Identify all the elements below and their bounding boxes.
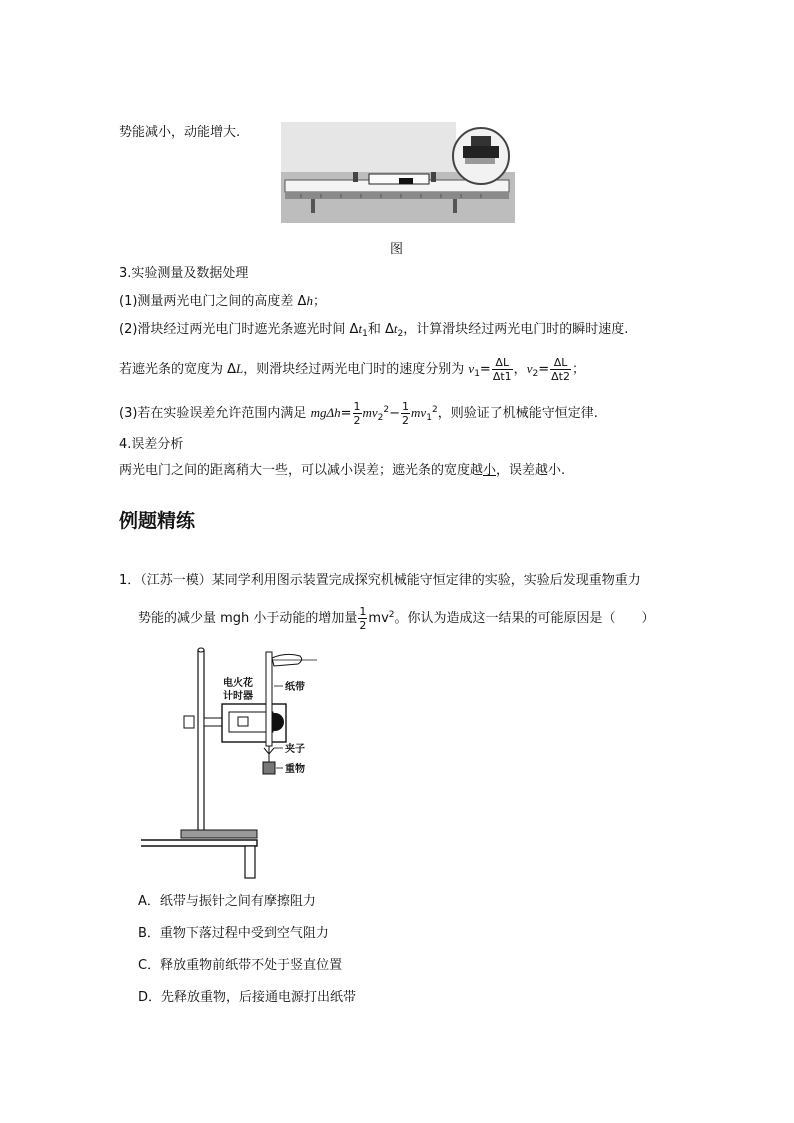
section3-item3: (3)若在实验误差允许范围内满足 mgΔh= $\frac{1}{2}$ $mv_2^2-$ $\frac{1}{2}$ $mv_1^2$，则验证了机械能守恒定律. <box>119 400 598 427</box>
section4-body: 两光电门之间的距离稍大一些，可以减小误差；遮光条的宽度越小，误差越小. <box>119 463 566 478</box>
section3-velocity: 若遮光条的宽度为 ΔL，则滑块经过两光电门时的速度分别为 $v_1=$ $\frac{\Delta L}{\Delta t1}$ ，$v_2=$ $\frac{\Delta L}{\Delta t2}$ ； <box>119 356 585 383</box>
section3-item2: (2)滑块经过两光电门时遮光条遮光时间 $\Delta t_1$和 $\Delta t_2$，计算滑块经过两光电门时的瞬时速度. <box>119 321 629 339</box>
option-a[interactable]: A．纸带与振针之间有摩擦阻力 <box>138 894 316 909</box>
question-line-2: 势能的减少量 mgh 小于动能的增加量 $\frac{1}{2}$ $mv^2$。你认为造成这一结果的可能原因是（ ） <box>138 605 655 632</box>
clip-label: 夹子 <box>285 744 305 755</box>
velocity-fraction-1: $\frac{\Delta L}{\Delta t1}$ <box>492 356 512 383</box>
option-d[interactable]: D．先释放重物，后接通电源打出纸带 <box>138 990 357 1005</box>
section3-item1: (1)测量两光电门之间的高度差 Δh； <box>119 293 326 309</box>
free-fall-apparatus-diagram <box>141 644 341 880</box>
half-fraction-1: $\frac{1}{2}$ <box>353 400 361 427</box>
air-track-photo <box>281 122 515 223</box>
figure-caption: 图 <box>390 242 404 257</box>
timer-label-1: 电火花 <box>223 678 253 689</box>
weight-label: 重物 <box>285 764 305 775</box>
section3-title: 3.实验测量及数据处理 <box>119 266 249 281</box>
half-fraction-2: $\frac{1}{2}$ <box>402 400 410 427</box>
tape-label: 纸带 <box>285 682 305 693</box>
velocity-fraction-2: $\frac{\Delta L}{\Delta t2}$ <box>551 356 570 383</box>
option-b[interactable]: B．重物下落过程中受到空气阻力 <box>138 926 329 941</box>
intro-line: 势能减小，动能增大. <box>119 125 241 140</box>
examples-heading: 例题精练 <box>119 510 196 532</box>
timer-label-2: 计时器 <box>223 691 253 702</box>
option-c[interactable]: C．释放重物前纸带不处于竖直位置 <box>138 958 343 973</box>
section4-title: 4.误差分析 <box>119 437 184 452</box>
question-half-fraction: $\frac{1}{2}$ <box>359 605 367 632</box>
question-line-1: 1．（江苏一模）某同学利用图示装置完成探究机械能守恒定律的实验，实验后发现重物重力 <box>119 573 641 588</box>
